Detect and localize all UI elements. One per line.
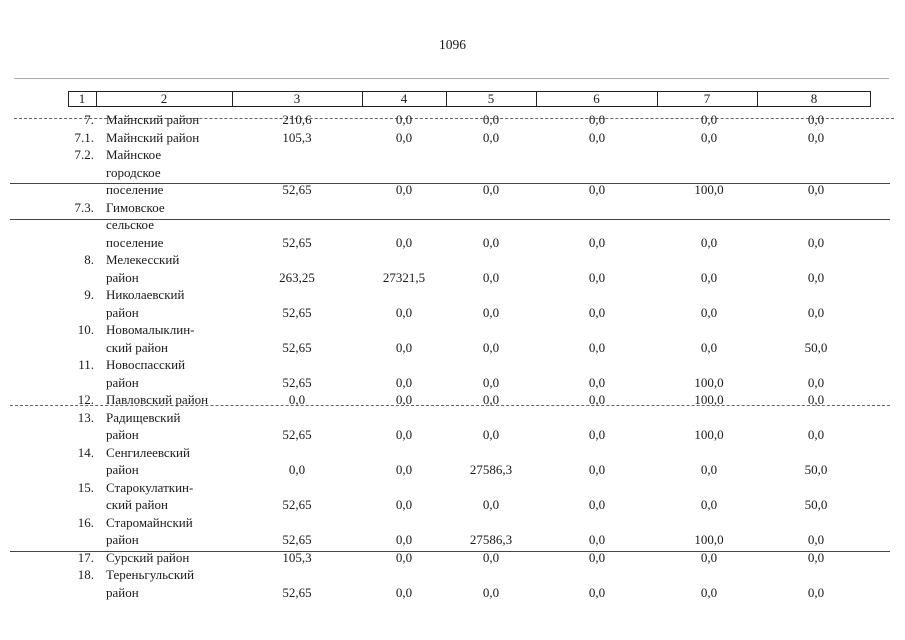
value-col-7: 100,0 (694, 182, 724, 197)
value-col-7: 100,0 (694, 374, 724, 390)
value-col-5: 27586,3 (469, 532, 513, 547)
value-col-5: 0,0 (482, 392, 500, 407)
value-col-8: 0,0 (807, 392, 825, 407)
row-number: 17. (77, 549, 94, 565)
value-col-8: 0,0 (807, 304, 825, 320)
header-cell-1: 1 (78, 91, 86, 106)
value-col-6: 0,0 (588, 129, 606, 145)
value-col-3: 52,65 (282, 497, 312, 512)
header-divider (536, 91, 537, 107)
district-name-line: Радищевский (106, 409, 181, 425)
district-name-line: Майнский район (106, 129, 200, 145)
value-col-5: 0,0 (482, 427, 500, 442)
value-col-4: 0,0 (395, 182, 413, 197)
value-col-5: 0,0 (482, 129, 500, 145)
value-col-8: 0,0 (807, 129, 825, 145)
value-col-8: 0,0 (807, 549, 825, 565)
value-col-3: 52,65 (282, 339, 312, 355)
district-name-line: Майнский район (106, 112, 200, 127)
value-col-4: 27321,5 (382, 269, 426, 285)
value-col-4: 0,0 (395, 584, 413, 600)
value-col-6: 0,0 (588, 532, 606, 547)
header-divider (657, 91, 658, 107)
value-col-6: 0,0 (588, 374, 606, 390)
top-rule (14, 78, 889, 79)
value-col-4: 0,0 (395, 374, 413, 390)
district-name-line: Павловский район (106, 392, 209, 407)
row-number: 16. (77, 514, 94, 530)
row-number: 12. (77, 392, 94, 407)
value-col-8: 0,0 (807, 427, 825, 442)
value-col-7: 0,0 (700, 497, 718, 512)
row-number: 11. (78, 357, 94, 372)
value-col-7: 0,0 (700, 112, 718, 127)
value-col-3: 0,0 (288, 392, 306, 407)
row-number: 8. (84, 252, 94, 267)
value-col-6: 0,0 (588, 584, 606, 600)
value-col-4: 0,0 (395, 304, 413, 320)
value-col-5: 0,0 (482, 234, 500, 250)
value-col-7: 0,0 (700, 339, 718, 355)
row-number: 7.3. (74, 199, 94, 215)
value-col-5: 0,0 (482, 304, 500, 320)
value-col-8: 50,0 (804, 462, 828, 477)
header-divider (96, 91, 97, 107)
value-col-4: 0,0 (395, 497, 413, 512)
row-number: 18. (77, 567, 94, 582)
value-col-7: 0,0 (700, 129, 718, 145)
district-name-line: Майнское (106, 147, 162, 162)
district-name-line: Мелекесский (106, 252, 180, 267)
value-col-6: 0,0 (588, 497, 606, 512)
district-name-line: район (106, 532, 139, 547)
district-name-line: Новоспасский (106, 357, 186, 372)
value-col-8: 0,0 (807, 234, 825, 250)
header-cell-2: 2 (160, 91, 168, 106)
row-number: 13. (77, 409, 94, 425)
value-col-7: 0,0 (700, 234, 718, 250)
value-col-3: 52,65 (282, 234, 312, 250)
value-col-5: 0,0 (482, 374, 500, 390)
row-number: 9. (84, 287, 94, 302)
value-col-4: 0,0 (395, 532, 413, 547)
value-col-3: 105,3 (282, 129, 312, 145)
district-name-line: Тереньгульский (106, 567, 195, 582)
header-divider (232, 91, 233, 107)
district-name-line: поселение (106, 182, 164, 197)
value-col-3: 52,65 (282, 584, 312, 600)
value-col-5: 27586,3 (469, 462, 513, 477)
district-name-line: городское (106, 164, 161, 180)
value-col-8: 50,0 (804, 497, 828, 512)
district-name-line: район (106, 584, 139, 600)
header-cell-5: 5 (487, 91, 495, 106)
value-col-6: 0,0 (588, 427, 606, 442)
value-col-7: 0,0 (700, 584, 718, 600)
value-col-3: 210,6 (282, 112, 312, 127)
header-cell-6: 6 (593, 91, 600, 106)
value-col-5: 0,0 (482, 549, 500, 565)
value-col-3: 105,3 (282, 549, 312, 565)
header-cell-4: 4 (400, 91, 408, 106)
value-col-3: 0,0 (288, 462, 306, 477)
value-col-3: 52,65 (282, 374, 312, 390)
value-col-8: 0,0 (807, 584, 825, 600)
header-cell-8: 8 (810, 91, 818, 106)
value-col-5: 0,0 (482, 182, 500, 197)
value-col-3: 52,65 (282, 304, 312, 320)
district-name-line: Сенгилеевский (106, 444, 190, 460)
value-col-8: 0,0 (807, 269, 825, 285)
value-col-3: 52,65 (282, 532, 312, 547)
value-col-4: 0,0 (395, 112, 413, 127)
value-col-3: 52,65 (282, 427, 312, 442)
value-col-6: 0,0 (588, 182, 606, 197)
district-name-line: Новомалыклин- (106, 322, 195, 337)
value-col-3: 263,25 (279, 269, 315, 285)
row-number: 7.2. (74, 147, 94, 162)
row-number: 14. (77, 444, 94, 460)
value-col-8: 0,0 (807, 112, 825, 127)
district-name-line: поселение (106, 234, 164, 250)
value-col-8: 0,0 (807, 182, 825, 197)
header-divider (446, 91, 447, 107)
header-cell-3: 3 (293, 91, 301, 106)
district-name-line: район (106, 462, 139, 477)
header-divider (362, 91, 363, 107)
value-col-5: 0,0 (482, 339, 500, 355)
value-col-4: 0,0 (395, 129, 413, 145)
value-col-5: 0,0 (482, 584, 500, 600)
value-col-7: 0,0 (700, 304, 718, 320)
value-col-4: 0,0 (395, 392, 413, 407)
value-col-4: 0,0 (395, 339, 413, 355)
value-col-7: 100,0 (694, 427, 724, 442)
district-name-line: сельское (106, 217, 154, 232)
value-col-6: 0,0 (588, 549, 606, 565)
value-col-7: 100,0 (694, 532, 724, 547)
value-col-4: 0,0 (395, 462, 413, 477)
value-col-6: 0,0 (588, 234, 606, 250)
value-col-4: 0,0 (395, 427, 413, 442)
row-number: 15. (77, 479, 94, 495)
row-number: 7. (84, 112, 94, 127)
value-col-8: 0,0 (807, 374, 825, 390)
header-divider (757, 91, 758, 107)
value-col-7: 0,0 (700, 549, 718, 565)
value-col-3: 52,65 (282, 182, 312, 197)
value-col-6: 0,0 (588, 462, 606, 477)
district-name-line: Гимовское (106, 199, 165, 215)
header-cell-7: 7 (703, 91, 711, 106)
row-number: 10. (77, 322, 94, 337)
district-name-line: ский район (106, 497, 168, 512)
value-col-6: 0,0 (588, 112, 606, 127)
value-col-6: 0,0 (588, 304, 606, 320)
value-col-5: 0,0 (482, 112, 500, 127)
value-col-8: 0,0 (807, 532, 825, 547)
value-col-7: 100,0 (694, 392, 724, 407)
district-name-line: район (106, 304, 139, 320)
value-col-4: 0,0 (395, 549, 413, 565)
district-name-line: Сурский район (106, 549, 190, 565)
value-col-5: 0,0 (482, 269, 500, 285)
value-col-7: 0,0 (700, 462, 718, 477)
value-col-5: 0,0 (482, 497, 500, 512)
value-col-6: 0,0 (588, 339, 606, 355)
district-name-line: Старомайнский (106, 514, 193, 530)
value-col-6: 0,0 (588, 269, 606, 285)
district-name-line: район (106, 427, 139, 442)
value-col-7: 0,0 (700, 269, 718, 285)
value-col-6: 0,0 (588, 392, 606, 407)
district-name-line: ский район (106, 339, 168, 355)
value-col-8: 50,0 (804, 339, 828, 355)
district-name-line: район (106, 374, 139, 390)
value-col-4: 0,0 (395, 234, 413, 250)
district-name-line: Николаевский (106, 287, 185, 302)
district-name-line: район (106, 269, 139, 285)
district-name-line: Старокулаткин- (106, 479, 194, 495)
page-number: 1096 (439, 37, 466, 52)
row-number: 7.1. (74, 129, 94, 145)
